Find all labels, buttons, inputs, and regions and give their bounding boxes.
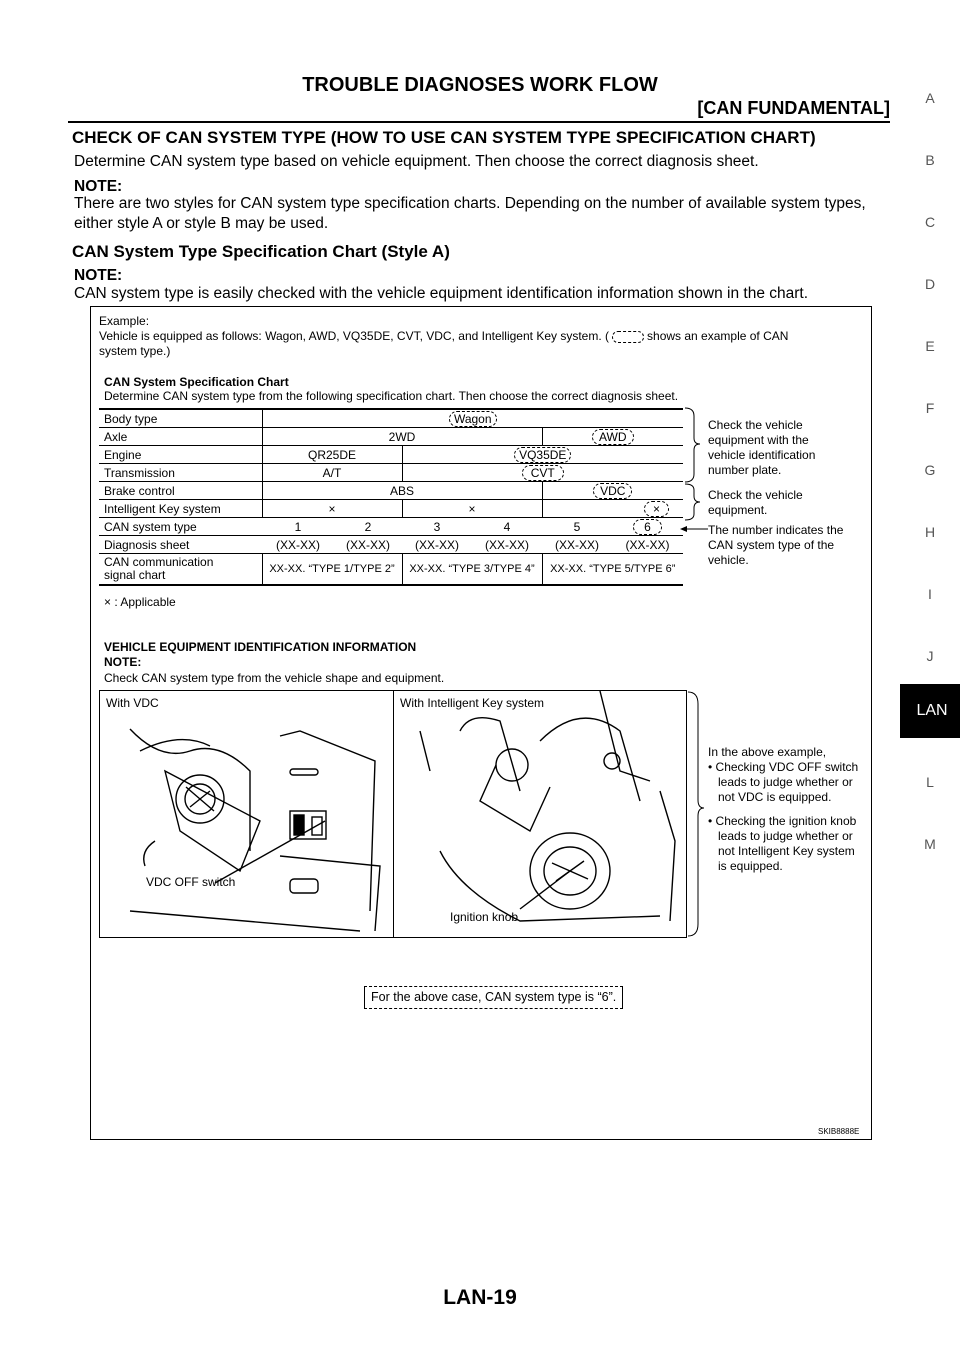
spec-table bbox=[99, 408, 683, 586]
side-nav-i[interactable]: I bbox=[928, 586, 932, 602]
cell: ABS bbox=[262, 482, 542, 500]
cell: A/T bbox=[262, 464, 402, 482]
selected-marker: CVT bbox=[522, 465, 564, 481]
side-nav-a[interactable]: A bbox=[925, 90, 935, 106]
cell: QR25DE bbox=[262, 446, 402, 464]
applicable-legend: × : Applicable bbox=[104, 595, 176, 609]
side-nav-e[interactable]: E bbox=[925, 338, 935, 354]
applicable-x: × bbox=[262, 500, 402, 518]
cell: (XX-XX) bbox=[542, 536, 612, 554]
chart-desc: Determine CAN system type from the following specification chart. Then choose the correct diagnosis sheet. bbox=[104, 389, 679, 403]
note-label: NOTE: bbox=[74, 178, 123, 195]
table-row bbox=[99, 554, 683, 586]
table-row bbox=[99, 536, 683, 554]
result-box: For the above case, CAN system type is “6”. bbox=[364, 986, 623, 1009]
note-label-2: NOTE: bbox=[74, 267, 123, 284]
table-row bbox=[99, 409, 683, 428]
side-nav-g[interactable]: G bbox=[924, 462, 936, 478]
note-text: There are two styles for CAN system type specification charts. Depending on the number of available system types, either style A or style B may be used. bbox=[74, 195, 866, 232]
ignition-knob-label: Ignition knob bbox=[450, 910, 519, 924]
vei-note-text: Check CAN system type from the vehicle shape and equipment. bbox=[104, 671, 445, 685]
table-row bbox=[99, 518, 683, 536]
row-label: Brake control bbox=[99, 482, 262, 500]
side-nav-lan-active[interactable]: LAN bbox=[900, 684, 960, 738]
cell: (XX-XX) bbox=[402, 536, 472, 554]
table-row bbox=[99, 482, 683, 500]
cell: (XX-XX) bbox=[612, 536, 683, 554]
cell: XX-XX. “TYPE 5/TYPE 6” bbox=[542, 554, 683, 586]
chart-title: CAN System Specification Chart bbox=[104, 375, 289, 389]
side-nav-j[interactable]: J bbox=[926, 648, 934, 664]
side-nav-b[interactable]: B bbox=[925, 152, 935, 168]
photo-panel bbox=[99, 690, 687, 938]
vei-title: VEHICLE EQUIPMENT IDENTIFICATION INFORMATION bbox=[104, 640, 417, 654]
example-text-part3: system type.) bbox=[99, 344, 171, 358]
side-nav-d[interactable]: D bbox=[924, 276, 936, 292]
vdc-off-switch-label: VDC OFF switch bbox=[146, 875, 236, 889]
vehicle-illustration bbox=[100, 691, 686, 937]
side-nav-l[interactable]: L bbox=[926, 774, 934, 790]
side-nav-h[interactable]: H bbox=[924, 524, 936, 540]
selected-marker: VDC bbox=[593, 483, 632, 499]
cell: (XX-XX) bbox=[262, 536, 334, 554]
selected-marker: × bbox=[644, 501, 669, 517]
cell: 2WD bbox=[262, 428, 542, 446]
selected-marker: VQ35DE bbox=[514, 447, 571, 463]
applicable-x: × bbox=[402, 500, 542, 518]
cell: 4 bbox=[472, 518, 542, 536]
vei-note-label: NOTE: bbox=[104, 655, 142, 669]
cell: 1 bbox=[262, 518, 334, 536]
row-label: Engine bbox=[99, 446, 262, 464]
row-label: Intelligent Key system bbox=[99, 500, 262, 518]
callout-number: The number indicates the CAN system type of the vehicle. bbox=[708, 523, 844, 567]
example-marker-icon bbox=[612, 331, 644, 343]
example-text-part2: shows an example of CAN bbox=[647, 329, 789, 343]
selected-marker: 6 bbox=[633, 519, 662, 535]
notes-brace bbox=[686, 690, 706, 940]
example-label: Example: bbox=[99, 314, 150, 328]
page-subtitle: [CAN FUNDAMENTAL] bbox=[697, 98, 890, 118]
row-label: signal chart bbox=[104, 568, 166, 582]
cell: (XX-XX) bbox=[334, 536, 402, 554]
cell: (XX-XX) bbox=[472, 536, 542, 554]
row-label: Transmission bbox=[99, 464, 262, 482]
cell: 5 bbox=[542, 518, 612, 536]
callout-vin: Check the vehicle equipment with the vehicle identification number plate. bbox=[708, 418, 816, 477]
row-label: Body type bbox=[99, 409, 262, 428]
table-row bbox=[99, 464, 683, 482]
side-nav-f[interactable]: F bbox=[925, 400, 935, 416]
photo-label-ikey: With Intelligent Key system bbox=[400, 696, 545, 710]
figure-code: SKIB8888E bbox=[818, 1127, 860, 1136]
cell: XX-XX. “TYPE 1/TYPE 2” bbox=[262, 554, 402, 586]
table-row bbox=[99, 500, 683, 518]
example-text bbox=[99, 329, 788, 344]
row-label: Diagnosis sheet bbox=[99, 536, 262, 554]
section-title: CHECK OF CAN SYSTEM TYPE (HOW TO USE CAN SYSTEM TYPE SPECIFICATION CHART) bbox=[72, 128, 816, 147]
example-text-part1: Vehicle is equipped as follows: Wagon, AWD, VQ35DE, CVT, VDC, and Intelligent Key system. ( bbox=[99, 329, 610, 343]
selected-marker: AWD bbox=[592, 429, 634, 445]
callout-equipment: Check the vehicle equipment. bbox=[708, 488, 803, 517]
row-label: CAN system type bbox=[99, 518, 262, 536]
header-rule bbox=[68, 121, 890, 123]
right-notes: In the above example, • Checking VDC OFF switch leads to judge whether or not VDC is equipped. • Checking the ignition knob leads to judge whether or not Intelligent Key system is equipped. bbox=[708, 745, 859, 873]
table-row bbox=[99, 428, 683, 446]
intro-text: Determine CAN system type based on vehicle equipment. Then choose the correct diagnosis sheet. bbox=[74, 153, 759, 170]
photo-label-vdc: With VDC bbox=[106, 696, 159, 710]
cell: 3 bbox=[402, 518, 472, 536]
side-nav-m[interactable]: M bbox=[924, 836, 936, 852]
cell: 2 bbox=[334, 518, 402, 536]
row-label: CAN communication bbox=[104, 555, 214, 569]
side-nav-c[interactable]: C bbox=[924, 214, 936, 230]
cell: XX-XX. “TYPE 3/TYPE 4” bbox=[402, 554, 542, 586]
row-label: Axle bbox=[99, 428, 262, 446]
page-number: LAN-19 bbox=[443, 1286, 517, 1309]
selected-marker: Wagon bbox=[449, 411, 497, 427]
subsection-title: CAN System Type Specification Chart (Style A) bbox=[72, 242, 450, 261]
note-text-2: CAN system type is easily checked with the vehicle equipment identification information shown in the chart. bbox=[74, 285, 809, 302]
page-title: TROUBLE DIAGNOSES WORK FLOW bbox=[302, 74, 658, 96]
table-row bbox=[99, 446, 683, 464]
